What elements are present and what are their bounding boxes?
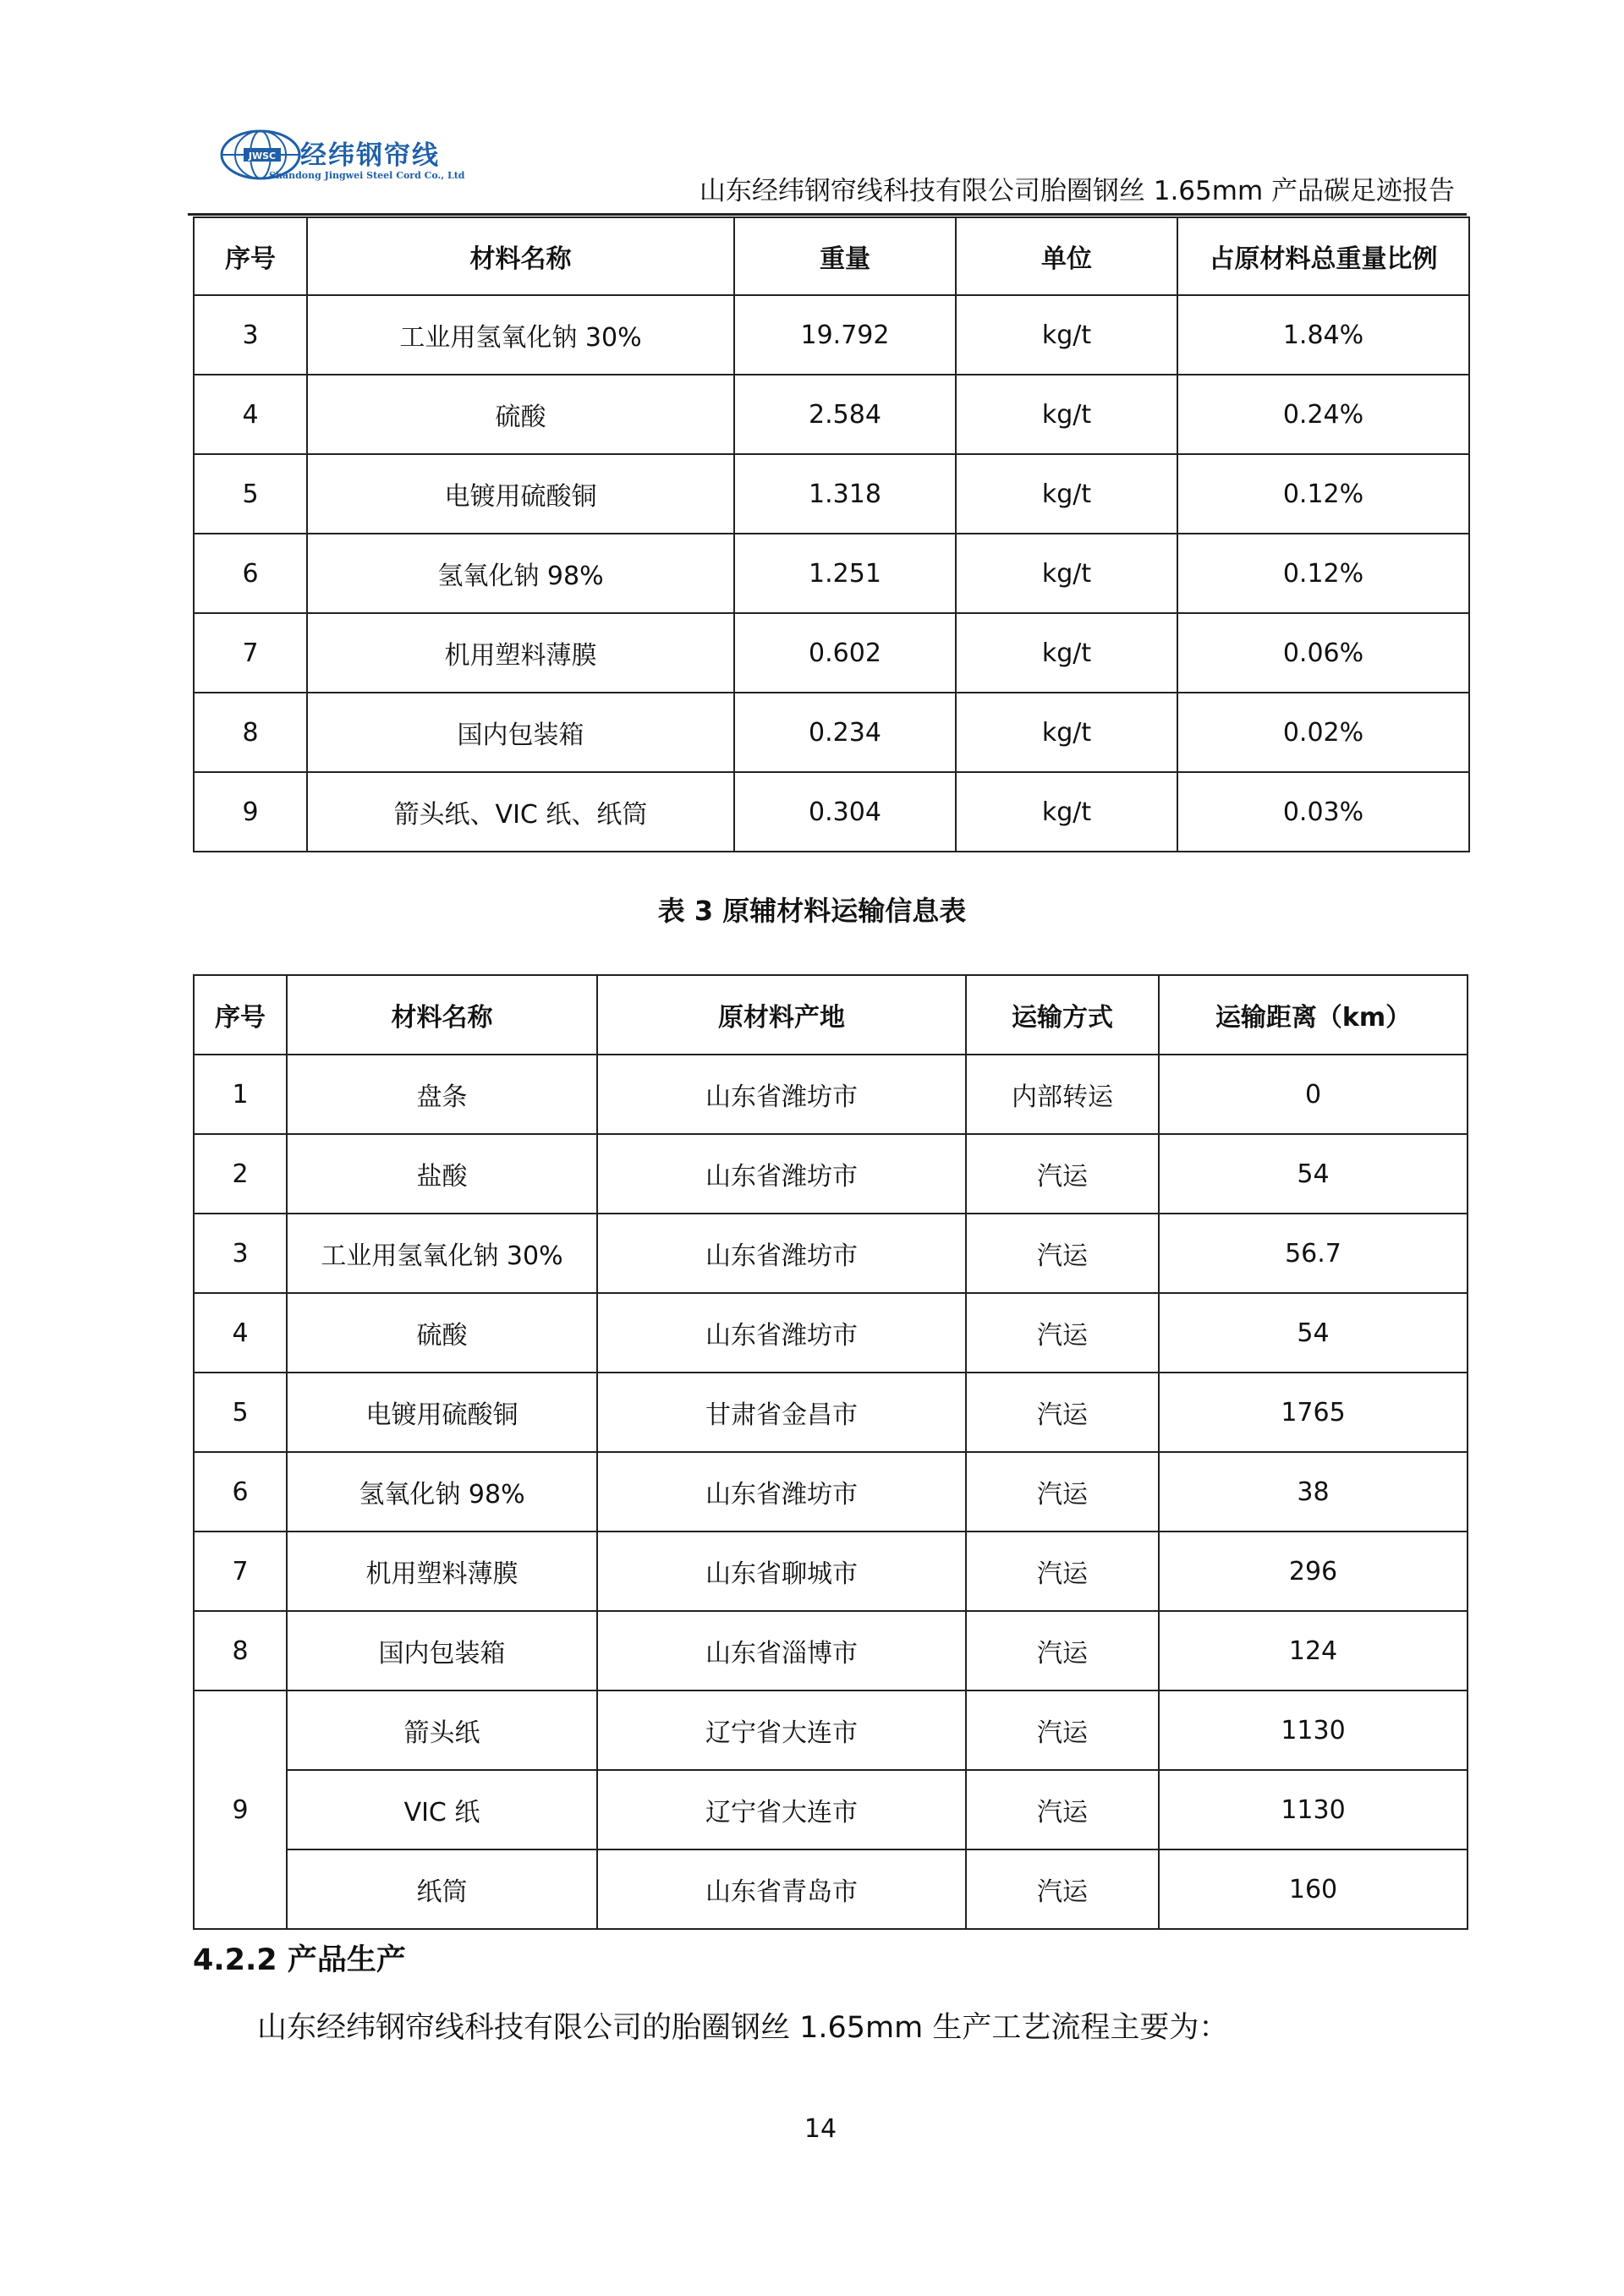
table-row — [194, 1134, 1468, 1214]
col-header-transport-mode: 运输方式 — [966, 975, 1159, 1055]
col-header-unit: 单位 — [956, 217, 1177, 295]
table-row — [194, 1214, 1468, 1293]
cell-transport-mode: 汽运 — [966, 1770, 1159, 1849]
cell-transport-mode: 汽运 — [966, 1134, 1159, 1214]
col-header-no: 序号 — [194, 217, 307, 295]
cell-origin: 甘肃省金昌市 — [597, 1373, 966, 1452]
cell-material: 箭头纸 — [287, 1690, 597, 1770]
cell-weight: 2.584 — [734, 375, 956, 454]
table-row — [194, 772, 1469, 852]
table-row — [194, 1770, 1468, 1849]
cell-material: 箭头纸、VIC 纸、纸筒 — [307, 772, 734, 852]
logo-text: 经纬钢帘线 — [300, 140, 440, 171]
table-row — [194, 1452, 1468, 1532]
cell-material: 机用塑料薄膜 — [307, 613, 734, 693]
cell-distance: 1765 — [1159, 1373, 1468, 1452]
cell-material: 电镀用硫酸铜 — [287, 1373, 597, 1452]
cell-distance: 1130 — [1159, 1770, 1468, 1849]
cell-distance: 54 — [1159, 1293, 1468, 1373]
table-row — [194, 1849, 1468, 1929]
cell-no: 2 — [194, 1134, 287, 1214]
cell-material: 国内包装箱 — [307, 693, 734, 772]
cell-transport-mode: 汽运 — [966, 1532, 1159, 1611]
cell-material: 工业用氢氧化钠 30% — [307, 295, 734, 375]
cell-no: 4 — [194, 375, 307, 454]
cell-distance: 38 — [1159, 1452, 1468, 1532]
col-header-weight: 重量 — [734, 217, 956, 295]
cell-material: 氢氧化钠 98% — [307, 534, 734, 613]
table-header-row — [194, 217, 1469, 295]
cell-no: 6 — [194, 1452, 287, 1532]
cell-origin: 山东省潍坊市 — [597, 1293, 966, 1373]
table-row — [194, 1293, 1468, 1373]
cell-weight: 1.251 — [734, 534, 956, 613]
table-row — [194, 1532, 1468, 1611]
cell-distance: 0 — [1159, 1055, 1468, 1134]
cell-origin: 山东省潍坊市 — [597, 1452, 966, 1532]
table-row — [194, 613, 1469, 693]
cell-ratio: 0.24% — [1177, 375, 1469, 454]
cell-material: 氢氧化钠 98% — [287, 1452, 597, 1532]
table-row — [194, 295, 1469, 375]
cell-no: 3 — [194, 1214, 287, 1293]
cell-origin: 山东省潍坊市 — [597, 1055, 966, 1134]
cell-ratio: 0.06% — [1177, 613, 1469, 693]
table-row — [194, 1611, 1468, 1690]
cell-transport-mode: 汽运 — [966, 1452, 1159, 1532]
cell-material: VIC 纸 — [287, 1770, 597, 1849]
table-row — [194, 375, 1469, 454]
cell-weight: 19.792 — [734, 295, 956, 375]
table-header-row — [194, 975, 1468, 1055]
table-row — [194, 1055, 1468, 1134]
cell-no: 8 — [194, 1611, 287, 1690]
cell-no: 4 — [194, 1293, 287, 1373]
cell-origin: 山东省潍坊市 — [597, 1214, 966, 1293]
cell-transport-mode: 汽运 — [966, 1373, 1159, 1452]
cell-no: 1 — [194, 1055, 287, 1134]
cell-transport-mode: 汽运 — [966, 1214, 1159, 1293]
col-header-origin: 原材料产地 — [597, 975, 966, 1055]
col-header-ratio: 占原材料总重量比例 — [1177, 217, 1469, 295]
cell-material: 国内包装箱 — [287, 1611, 597, 1690]
col-header-distance: 运输距离（km） — [1159, 975, 1468, 1055]
cell-unit: kg/t — [956, 772, 1177, 852]
cell-transport-mode: 汽运 — [966, 1849, 1159, 1929]
cell-weight: 1.318 — [734, 454, 956, 534]
cell-unit: kg/t — [956, 454, 1177, 534]
cell-origin: 辽宁省大连市 — [597, 1770, 966, 1849]
cell-ratio: 0.03% — [1177, 772, 1469, 852]
cell-origin: 山东省淄博市 — [597, 1611, 966, 1690]
table-row — [194, 1690, 1468, 1770]
logo-subtitle: Shandong Jingwei Steel Cord Co., Ltd — [269, 170, 465, 181]
cell-no: 7 — [194, 1532, 287, 1611]
cell-material: 硫酸 — [307, 375, 734, 454]
cell-no: 5 — [194, 454, 307, 534]
cell-distance: 54 — [1159, 1134, 1468, 1214]
cell-weight: 0.602 — [734, 613, 956, 693]
table-row — [194, 693, 1469, 772]
cell-distance: 160 — [1159, 1849, 1468, 1929]
cell-no: 3 — [194, 295, 307, 375]
table-row — [194, 534, 1469, 613]
cell-material: 机用塑料薄膜 — [287, 1532, 597, 1611]
cell-no: 6 — [194, 534, 307, 613]
cell-no: 5 — [194, 1373, 287, 1452]
cell-unit: kg/t — [956, 534, 1177, 613]
table-row — [194, 454, 1469, 534]
cell-origin: 山东省潍坊市 — [597, 1134, 966, 1214]
cell-material: 盘条 — [287, 1055, 597, 1134]
table-row — [194, 1373, 1468, 1452]
body-paragraph: 山东经纬钢帘线科技有限公司的胎圈钢丝 1.65mm 生产工艺流程主要为： — [257, 2011, 1229, 2045]
cell-no: 9 — [194, 772, 307, 852]
page-number: 14 — [804, 2114, 837, 2144]
col-header-material: 材料名称 — [307, 217, 734, 295]
cell-transport-mode: 内部转运 — [966, 1055, 1159, 1134]
table-caption: 表 3 原辅材料运输信息表 — [657, 895, 967, 927]
cell-unit: kg/t — [956, 375, 1177, 454]
cell-ratio: 0.02% — [1177, 693, 1469, 772]
col-header-no: 序号 — [194, 975, 287, 1055]
cell-origin: 山东省聊城市 — [597, 1532, 966, 1611]
cell-material: 盐酸 — [287, 1134, 597, 1214]
col-header-material: 材料名称 — [287, 975, 597, 1055]
cell-no: 8 — [194, 693, 307, 772]
report-header-title: 山东经纬钢帘线科技有限公司胎圈钢丝 1.65mm 产品碳足迹报告 — [699, 176, 1455, 206]
cell-ratio: 0.12% — [1177, 534, 1469, 613]
cell-ratio: 0.12% — [1177, 454, 1469, 534]
cell-material: 工业用氢氧化钠 30% — [287, 1214, 597, 1293]
cell-weight: 0.304 — [734, 772, 956, 852]
cell-material: 硫酸 — [287, 1293, 597, 1373]
cell-no: 7 — [194, 613, 307, 693]
cell-distance: 56.7 — [1159, 1214, 1468, 1293]
cell-origin: 辽宁省大连市 — [597, 1690, 966, 1770]
cell-unit: kg/t — [956, 613, 1177, 693]
cell-transport-mode: 汽运 — [966, 1690, 1159, 1770]
cell-material: 纸筒 — [287, 1849, 597, 1929]
header-divider — [188, 213, 1467, 216]
section-heading: 4.2.2 产品生产 — [193, 1943, 406, 1977]
cell-origin: 山东省青岛市 — [597, 1849, 966, 1929]
cell-ratio: 1.84% — [1177, 295, 1469, 375]
cell-transport-mode: 汽运 — [966, 1611, 1159, 1690]
cell-material: 电镀用硫酸铜 — [307, 454, 734, 534]
logo-badge-text: JWSC — [248, 151, 277, 162]
cell-distance: 1130 — [1159, 1690, 1468, 1770]
materials-weight-table — [193, 216, 1470, 852]
cell-unit: kg/t — [956, 295, 1177, 375]
cell-no: 9 — [194, 1690, 287, 1929]
cell-distance: 124 — [1159, 1611, 1468, 1690]
cell-transport-mode: 汽运 — [966, 1293, 1159, 1373]
materials-transport-table — [193, 974, 1468, 1930]
cell-weight: 0.234 — [734, 693, 956, 772]
cell-unit: kg/t — [956, 693, 1177, 772]
cell-distance: 296 — [1159, 1532, 1468, 1611]
